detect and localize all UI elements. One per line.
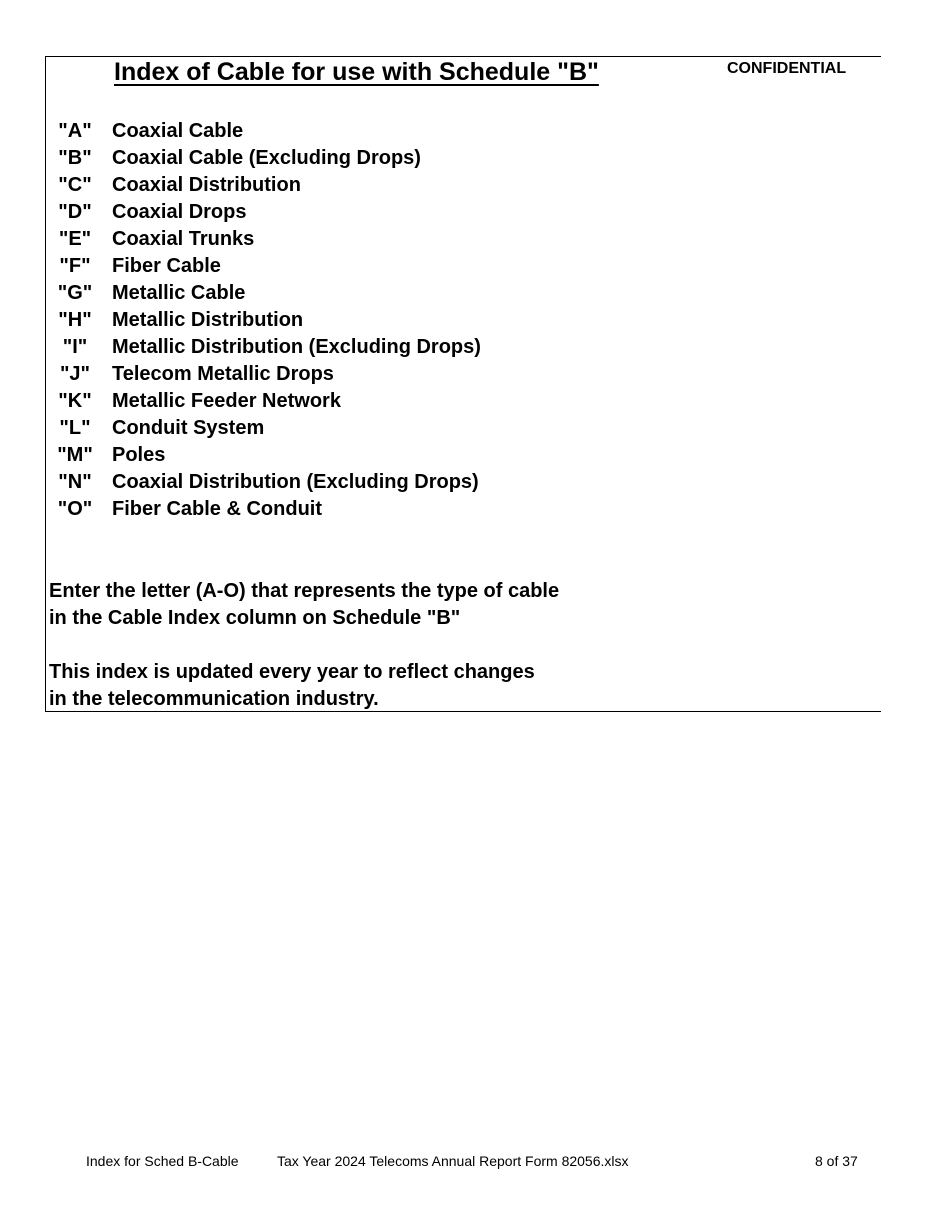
index-letter: "C" <box>58 174 92 196</box>
index-letter: "N" <box>58 471 92 493</box>
index-letter: "K" <box>58 390 92 412</box>
index-letter: "O" <box>57 498 93 520</box>
cable-type-label: Poles <box>112 444 166 466</box>
footer-file-name: Tax Year 2024 Telecoms Annual Report Form 82056.xlsx <box>277 1153 629 1169</box>
index-letter: "L" <box>59 417 91 439</box>
list-item <box>50 118 481 145</box>
list-item <box>50 145 481 172</box>
list-item <box>50 280 481 307</box>
index-letter: "J" <box>59 363 91 385</box>
cable-type-label: Metallic Cable <box>112 282 246 304</box>
list-item <box>50 442 481 469</box>
list-item <box>50 469 481 496</box>
index-letter: "A" <box>58 120 92 142</box>
index-letter: "M" <box>57 444 93 466</box>
update-note: in the telecommunication industry. <box>49 688 379 710</box>
cable-index-list <box>50 118 481 523</box>
update-note: This index is updated every year to reflect changes <box>49 661 535 683</box>
cable-type-label: Coaxial Distribution (Excluding Drops) <box>112 471 479 493</box>
index-letter: "I" <box>62 336 88 358</box>
cable-type-label: Coaxial Drops <box>112 201 247 223</box>
footer-sheet-name: Index for Sched B-Cable <box>86 1153 239 1169</box>
cable-type-label: Conduit System <box>112 417 265 439</box>
instruction-text: in the Cable Index column on Schedule "B" <box>49 607 461 629</box>
cable-type-label: Coaxial Cable (Excluding Drops) <box>112 147 421 169</box>
list-item <box>50 334 481 361</box>
list-item <box>50 199 481 226</box>
index-letter: "E" <box>58 228 92 250</box>
index-letter: "B" <box>58 147 92 169</box>
list-item <box>50 226 481 253</box>
cable-type-label: Coaxial Distribution <box>112 174 301 196</box>
index-letter: "F" <box>59 255 91 277</box>
index-letter: "H" <box>58 309 92 331</box>
index-letter: "D" <box>58 201 92 223</box>
list-item <box>50 361 481 388</box>
cable-type-label: Metallic Distribution <box>112 309 304 331</box>
page-title: Index of Cable for use with Schedule "B" <box>114 58 599 86</box>
cable-type-label: Coaxial Trunks <box>112 228 255 250</box>
instruction-text: Enter the letter (A-O) that represents the type of cable <box>49 580 560 602</box>
cable-type-label: Metallic Distribution (Excluding Drops) <box>112 336 481 358</box>
list-item <box>50 253 481 280</box>
cable-type-label: Metallic Feeder Network <box>112 390 341 412</box>
list-item <box>50 307 481 334</box>
list-item <box>50 172 481 199</box>
footer-page-number: 8 of 37 <box>815 1153 858 1169</box>
list-item <box>50 388 481 415</box>
cable-type-label: Coaxial Cable <box>112 120 244 142</box>
cable-type-label: Telecom Metallic Drops <box>112 363 334 385</box>
cable-type-label: Fiber Cable & Conduit <box>112 498 322 520</box>
cable-type-label: Fiber Cable <box>112 255 221 277</box>
index-letter: "G" <box>57 282 93 304</box>
list-item <box>50 415 481 442</box>
confidential-label: CONFIDENTIAL <box>727 60 847 77</box>
list-item <box>50 496 481 523</box>
